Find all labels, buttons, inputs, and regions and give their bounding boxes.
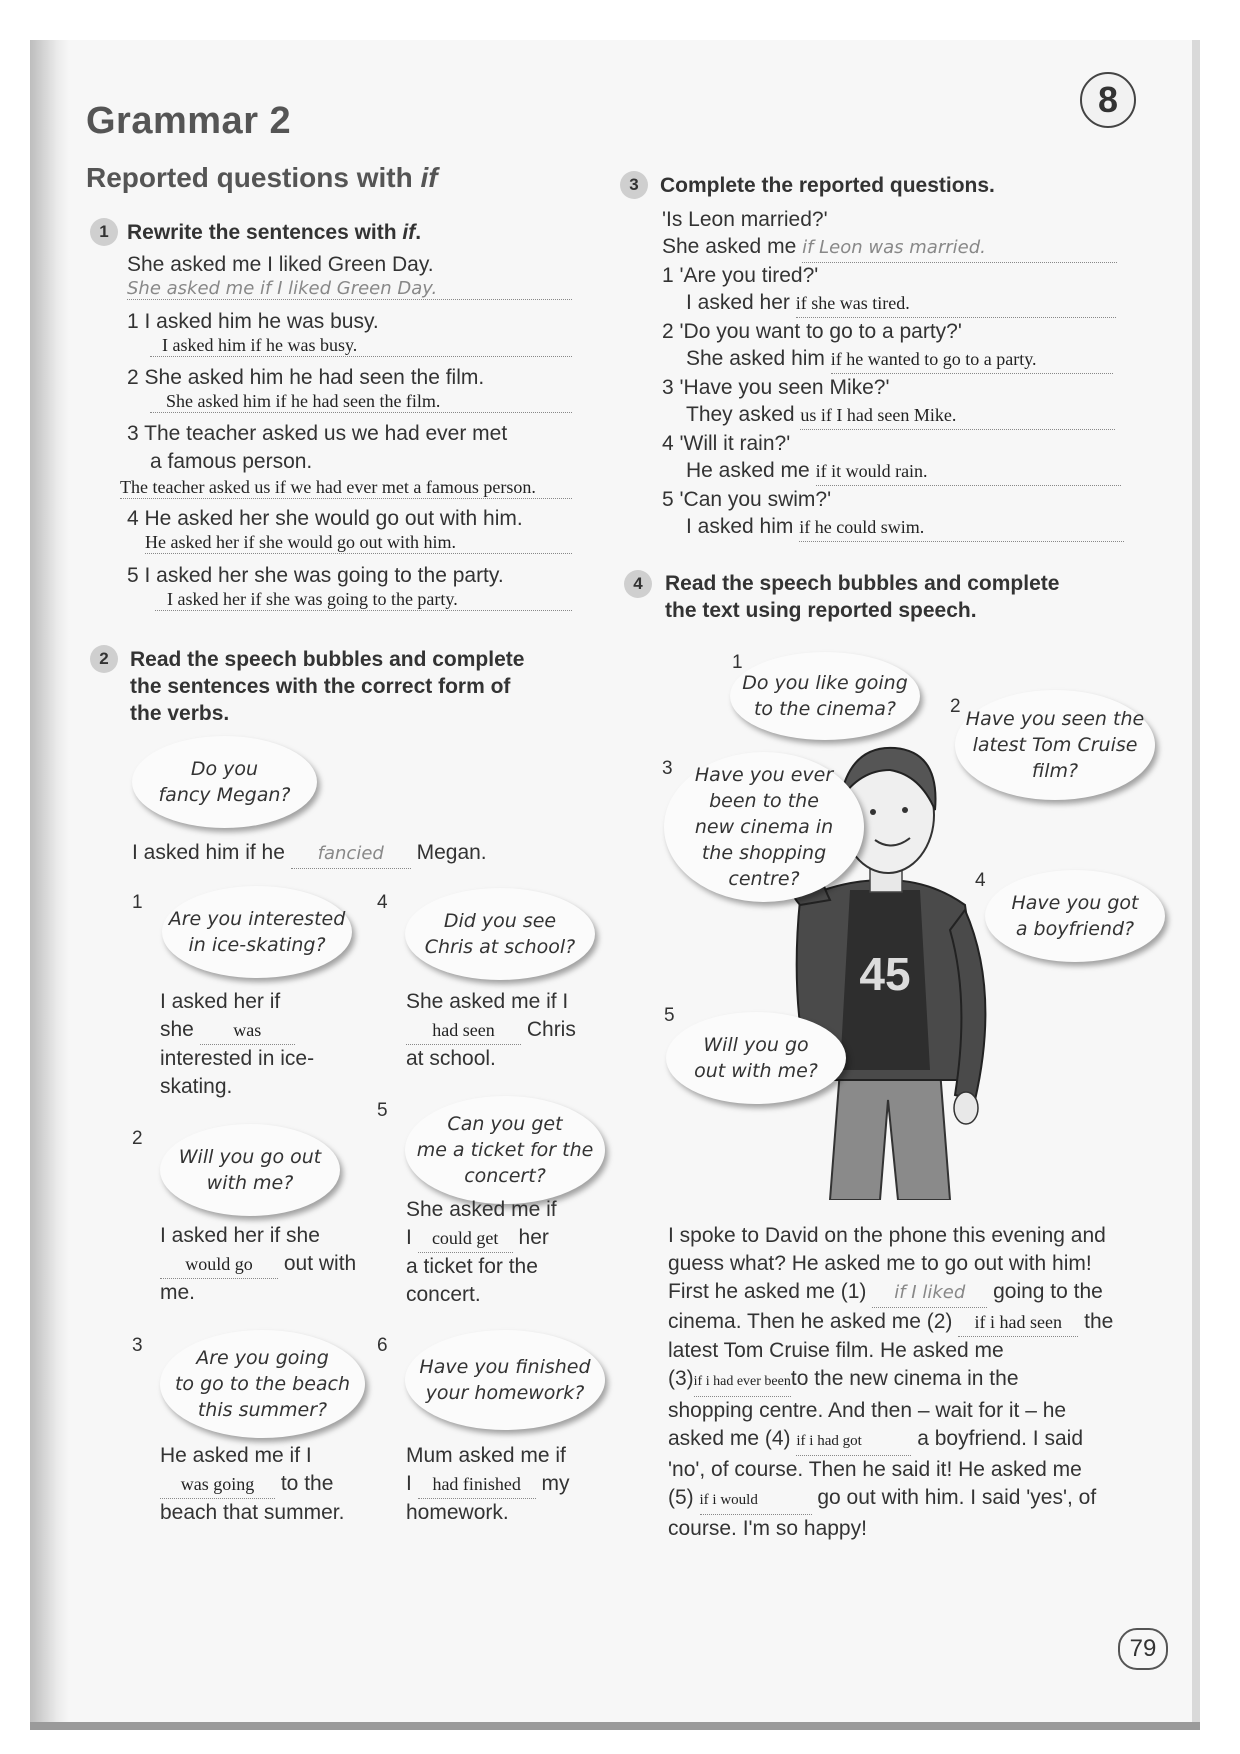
exercise-2-number: 2 [90,645,118,673]
ex4-bubble-1-number: 1 [732,652,743,673]
page-right-edge [1192,40,1200,1730]
exercise-4-title: Read the speech bubbles and complete the text using reported speech. [665,572,1060,622]
exercise-2-title: Read the speech bubbles and complete the sentences with the correct form of the verbs. [130,648,525,725]
exercise-3-title: Complete the reported questions. [660,174,995,197]
ex3-item-5-line: I asked him if he could swim. [686,513,1124,542]
speech-bubble-example: Do you fancy Megan? [132,736,317,828]
ex3-item-5-answer: if he could swim. [799,513,1124,542]
ex3-item-3-line: They asked us if I had seen Mike. [686,401,1115,430]
page-spine-shadow [30,40,70,1730]
ex2-example-answer: fancied [291,840,411,869]
ex3-item-3-answer: us if I had seen Mike. [800,401,1115,430]
ex3-item-2-question: 2 'Do you want to go to a party?' [662,320,962,343]
ex1-example-question: She asked me I liked Green Day. [127,253,434,276]
section-subheading: Reported questions with if [86,162,438,193]
speech-bubble-5: Can you get me a ticket for the concert? [405,1096,605,1204]
ex4-speech-bubble-1: Do you like going to the cinema? [730,652,920,740]
speech-bubble-2: Will you go out with me? [160,1124,340,1216]
ex2-item-4-answer: had seen [406,1016,521,1045]
ex2-item-1-number: 1 [132,892,143,913]
ex4-speech-bubble-2: Have you seen the latest Tom Cruise film? [955,690,1155,800]
ex2-item-3-answer: was going [160,1470,275,1499]
speech-bubble-4: Did you see Chris at school? [405,888,595,980]
ex3-example-line: She asked me if Leon was married. [662,233,1117,263]
exercise-1-number: 1 [90,218,118,246]
speech-bubble-6: Have you finished your homework? [405,1330,605,1430]
page-bottom-edge [30,1722,1200,1730]
ex3-item-1-answer: if she was tired. [796,289,1116,318]
ex3-item-4-line: He asked me if it would rain. [686,457,1121,486]
ex1-item-2-answer: She asked him if he had seen the film. [150,391,572,413]
ex1-item-1-answer: I asked him if he was busy. [150,335,572,357]
ex4-answer-4: if i had got [796,1427,911,1456]
ex2-item-5-answer: could get [418,1224,513,1253]
ex2-item-3-sentence: He asked me if I was going to the beach that summer. [160,1444,345,1524]
ex1-item-1-question: 1 I asked him he was busy. [127,310,379,333]
ex2-example-sentence: I asked him if he fancied Megan. [132,839,487,869]
ex4-answer-3: if i had ever been [694,1368,791,1397]
ex2-item-3-number: 3 [132,1335,143,1356]
ex2-item-2-sentence: I asked her if she would go out with me. [160,1224,357,1304]
ex2-item-5-sentence: She asked me if I could get her a ticket for the concert. [406,1198,557,1306]
ex2-item-2-answer: would go [160,1250,278,1279]
unit-number-badge: 8 [1080,72,1136,128]
ex3-item-4-answer: if it would rain. [816,457,1121,486]
ex4-bubble-4-number: 4 [975,870,986,891]
ex4-answer-1: if I liked [872,1279,987,1308]
ex1-item-4-answer: He asked her if she would go out with him. [145,532,572,554]
ex1-item-5-answer: I asked her if she was going to the party. [155,589,572,611]
ex3-example-question: 'Is Leon married?' [662,208,828,231]
ex4-story-paragraph: I spoke to David on the phone this evening and guess what? He asked me to go out with him! First he asked me (1) if I liked going to the cinema. Then he asked me (2) if i had seen the latest Tom Cruise film. He asked me (3)if i had ever beento the new cinema in the shopping centre. And then – wait for it – he asked me (4) if i had got a boyfriend. I said 'no', of course. Then he said it! He asked me (5) if i would go out with him. I said 'yes', of course. I'm so happy! [668,1224,1114,1540]
ex3-item-1-question: 1 'Are you tired?' [662,264,819,287]
ex1-item-2-question: 2 She asked him he had seen the film. [127,366,485,389]
ex2-item-6-answer: had finished [418,1470,536,1499]
ex4-bubble-5-number: 5 [664,1005,675,1026]
ex4-speech-bubble-5: Will you go out with me? [666,1012,846,1104]
ex2-item-1-answer: was [200,1016,295,1045]
ex3-example-answer: if Leon was married. [802,234,1117,263]
speech-bubble-1: Are you interested in ice-skating? [162,886,352,978]
ex1-example-answer: She asked me if I liked Green Day. [127,278,572,300]
ex1-item-5-question: 5 I asked her she was going to the party. [127,564,504,587]
ex2-item-5-number: 5 [377,1100,388,1121]
ex1-item-3-question: 3 The teacher asked us we had ever met [127,422,508,445]
ex4-speech-bubble-3: Have you ever been to the new cinema in the shopping centre? [664,752,864,902]
ex2-item-6-sentence: Mum asked me if I had finished my homework. [406,1444,570,1524]
ex3-item-2-answer: if he wanted to go to a party. [831,345,1113,374]
exercise-3-number: 3 [620,171,648,199]
ex2-item-2-number: 2 [132,1128,143,1149]
ex3-item-4-question: 4 'Will it rain?' [662,432,791,455]
page-heading: Grammar 2 [86,100,292,142]
ex2-item-6-number: 6 [377,1335,388,1356]
ex3-item-2-line: She asked him if he wanted to go to a party. [686,345,1113,374]
ex4-bubble-3-number: 3 [662,758,673,779]
ex1-item-4-question: 4 He asked her she would go out with him. [127,507,523,530]
ex3-item-1-line: I asked her if she was tired. [686,289,1116,318]
page-number: 79 [1118,1628,1168,1670]
ex4-answer-5: if i would [700,1486,812,1515]
ex2-item-4-number: 4 [377,892,388,913]
ex1-item-3-answer: The teacher asked us if we had ever met a famous person. [120,477,572,499]
ex1-example-answer-line [127,278,572,300]
ex4-bubble-2-number: 2 [950,696,961,717]
ex3-item-5-question: 5 'Can you swim?' [662,488,832,511]
shirt-number: 45 [859,948,911,1000]
ex4-answer-2: if i had seen [958,1308,1078,1337]
exercise-1-title: Rewrite the sentences with if. [127,221,422,244]
ex2-item-4-sentence: She asked me if I had seen Chris at school. [406,990,576,1070]
ex3-item-3-question: 3 'Have you seen Mike?' [662,376,890,399]
ex4-speech-bubble-4: Have you got a boyfriend? [985,870,1165,962]
ex1-item-3-question-cont: a famous person. [150,450,313,473]
exercise-4-number: 4 [624,570,652,598]
speech-bubble-3: Are you going to go to the beach this summer? [160,1330,365,1438]
ex2-item-1-sentence: I asked her if she was interested in ice- skating. [160,990,315,1098]
